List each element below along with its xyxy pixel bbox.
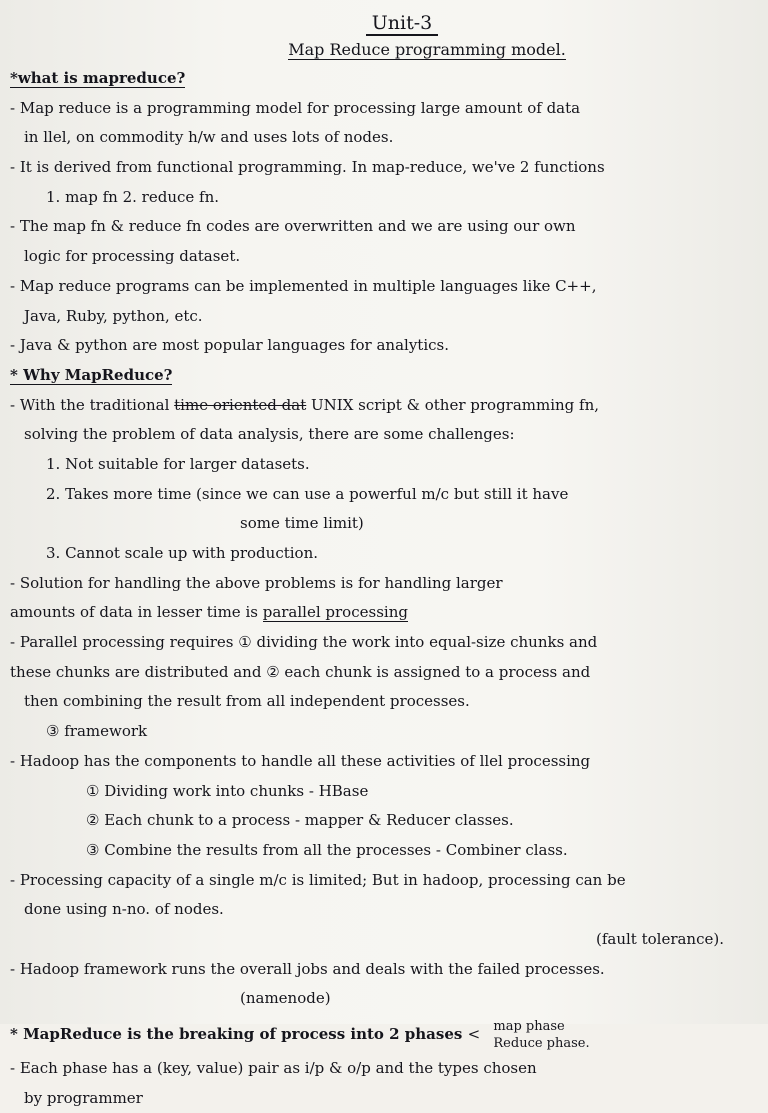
underlined-term: parallel processing (262, 603, 408, 622)
bracket-icon: < (467, 1025, 481, 1043)
note-line: in llel, on commodity h/w and uses lots of nodes. (24, 128, 394, 147)
note-line: - Map reduce is a programming model for processing large amount of data (10, 98, 581, 117)
note-line: by programmer (24, 1088, 143, 1107)
note-line: (namenode) (240, 989, 331, 1008)
note-line: - It is derived from functional programming. In map-reduce, we've 2 functions (10, 158, 605, 177)
note-line: - The map fn & reduce fn codes are overwritten and we are using our own (10, 217, 576, 236)
note-line: Java, Ruby, python, etc. (24, 306, 203, 325)
note-line: - Solution for handling the above problems is for handling larger (10, 573, 503, 592)
struck-text: time oriented dat (174, 395, 307, 414)
page-subtitle: Map Reduce programming model. (288, 40, 566, 59)
note-line: ② Each chunk to a process - mapper & Reducer classes. (86, 811, 514, 830)
note-line: - Map reduce programs can be implemented in multiple languages like C++, (10, 276, 597, 295)
note-line: - Each phase has a (key, value) pair as i/p & o/p and the types chosen (10, 1059, 537, 1077)
page-title: Unit-3 (50, 10, 754, 36)
note-line: 3. Cannot scale up with production. (46, 544, 319, 562)
note-line: ③ framework (46, 722, 148, 741)
note-line: solving the problem of data analysis, there are some challenges: (24, 425, 515, 444)
phase-item: map phase (493, 1019, 565, 1034)
phase-list (493, 1018, 589, 1052)
note-line: ③ Combine the results from all the processes - Combiner class. (86, 840, 568, 859)
note-line: some time limit) (240, 514, 364, 533)
note-line: - Parallel processing requires ① dividing the work into equal-size chunks and (10, 633, 598, 652)
note-line: these chunks are distributed and ② each chunk is assigned to a process and (10, 662, 591, 681)
phase-line: * MapReduce is the breaking of process into 2 phases < map phase Reduce phase. (10, 1019, 590, 1051)
note-line: 2. Takes more time (since we can use a powerful m/c but still it have (46, 484, 569, 503)
phase-item: Reduce phase. (493, 1036, 590, 1051)
note-line: - Processing capacity of a single m/c is limited; But in hadoop, processing can be (10, 870, 626, 889)
note-line: - With the traditional time oriented dat UNIX script & other programming fn, (10, 395, 600, 414)
note-line: - Java & python are most popular languages for analytics. (10, 336, 449, 355)
note-line: - Hadoop has the components to handle all these activities of llel processing (10, 751, 591, 770)
note-line: amounts of data in lesser time is parallel processing (10, 603, 408, 622)
section-heading-what: *what is mapreduce? (10, 69, 186, 87)
note-line: done using n-no. of nodes. (24, 900, 224, 919)
note-line: 1. Not suitable for larger datasets. (46, 454, 310, 473)
note-line: (fault tolerance). (595, 929, 724, 948)
note-line: - Hadoop framework runs the overall jobs and deals with the failed processes. (10, 959, 605, 978)
note-line: logic for processing dataset. (24, 247, 241, 266)
note-line: ① Dividing work into chunks - HBase (86, 781, 369, 800)
note-line: then combining the result from all independent processes. (24, 692, 470, 711)
note-line: 1. map fn 2. reduce fn. (46, 187, 220, 206)
section-heading-why: * Why MapReduce? (10, 365, 173, 384)
